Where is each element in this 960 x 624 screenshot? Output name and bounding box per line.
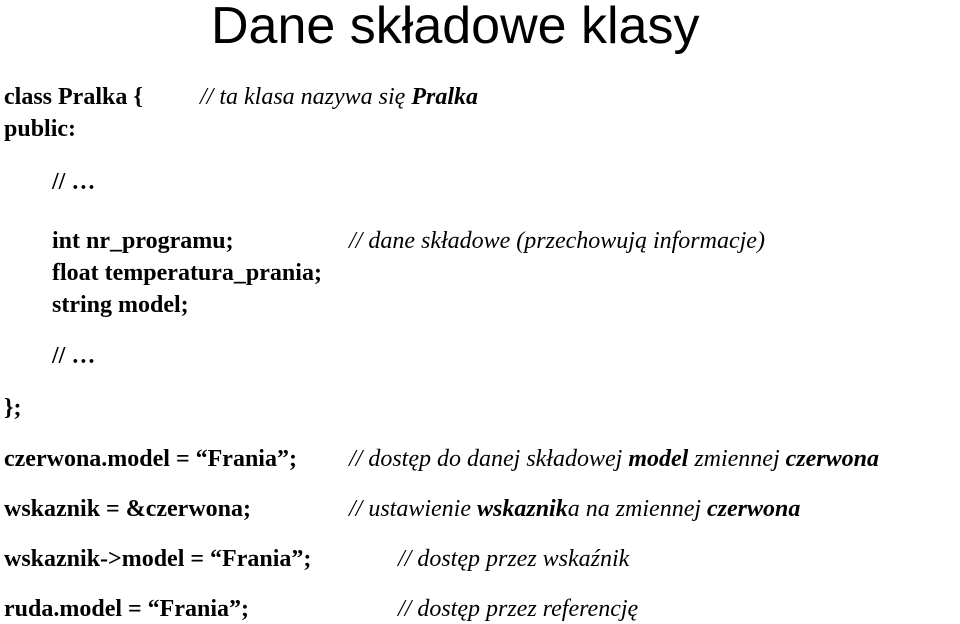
class-end: }; — [4, 395, 22, 421]
example-line-1-code: czerwona.model = “Frania”; — [4, 446, 297, 472]
member-int: int nr_programu; — [52, 228, 234, 254]
example-line-3-comment: // dostęp przez wskaźnik — [398, 546, 630, 572]
ellipsis-comment-top: // … — [52, 169, 96, 195]
slide-title: Dane składowe klasy — [211, 0, 700, 55]
class-comment-prefix: // ta klasa nazywa się — [200, 84, 412, 110]
class-comment — [200, 82, 478, 112]
class-comment-name: Pralka — [411, 84, 478, 110]
example-line-4-comment: // dostęp przez referencję — [398, 596, 639, 622]
comment-text: // ustawienie — [349, 496, 477, 522]
comment-text: a na zmiennej — [567, 496, 708, 522]
member-float: float temperatura_prania; — [52, 260, 322, 286]
comment-emphasis: czerwona — [785, 446, 879, 472]
example-line-4-code: ruda.model = “Frania”; — [4, 596, 250, 622]
class-declaration: class Pralka { — [4, 84, 143, 110]
comment-text: // dostęp do danej składowej — [349, 446, 629, 472]
example-line-2-comment — [349, 494, 800, 524]
member-string: string model; — [52, 292, 189, 318]
comment-emphasis: model — [628, 446, 689, 472]
example-line-3-code: wskaznik->model = “Frania”; — [4, 546, 312, 572]
example-line-2-code: wskaznik = &czerwona; — [4, 496, 251, 522]
access-specifier: public: — [4, 116, 77, 142]
member-comment: // dane składowe (przechowują informacje) — [349, 228, 765, 254]
comment-emphasis: wskaznik — [477, 496, 568, 522]
example-line-1-comment — [349, 444, 879, 474]
comment-text: zmiennej — [688, 446, 786, 472]
ellipsis-comment-bottom: // … — [52, 343, 96, 369]
comment-emphasis: czerwona — [707, 496, 801, 522]
